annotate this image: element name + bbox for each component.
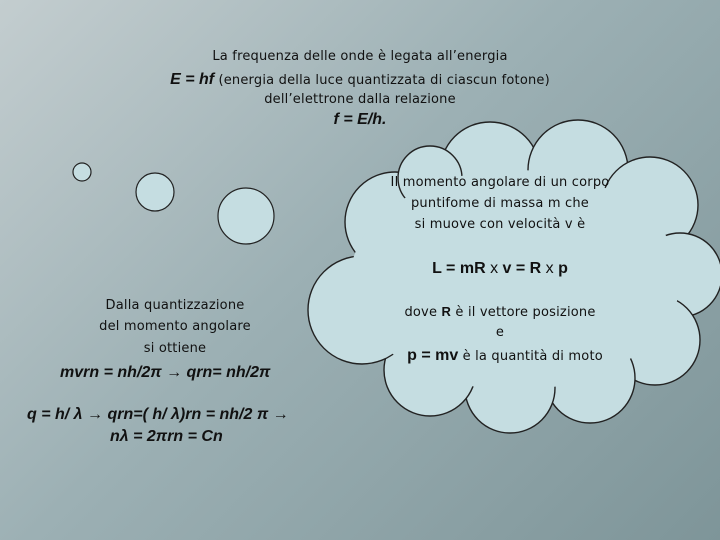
cloud-line-2: puntifome di massa m che <box>410 196 589 211</box>
left-line-3: si ottiene <box>143 341 207 356</box>
bubble-small <box>73 163 91 181</box>
cloud-line-3: si muove con velocità v è <box>414 217 586 232</box>
cloud-line-1: Il momento angolare di un corpo <box>390 175 610 190</box>
intro-line-3: dell’elettrone dalla relazione <box>264 92 456 107</box>
left-line-2: del momento angolare <box>99 319 251 334</box>
bubble-medium <box>136 173 174 211</box>
energy-formula: E = hf <box>170 71 215 88</box>
quantization-formula-3: nλ = 2πrn = Cn <box>110 428 223 445</box>
left-line-1: Dalla quantizzazione <box>105 298 245 313</box>
frequency-formula: f = E/h. <box>333 111 387 128</box>
angular-momentum-formula: L = mR x v = R x p <box>432 260 568 277</box>
momentum-line: p = mv è la quantità di moto <box>407 347 603 364</box>
position-vector-line: dove R è il vettore posizione <box>404 304 596 320</box>
intro-line-1: La frequenza delle onde è legata all’energia <box>212 49 508 64</box>
conjunction-e: e <box>495 325 505 340</box>
energy-description: (energia della luce quantizzata di ciascun fotone) <box>214 73 550 88</box>
quantization-formula-1: mvrn = nh/2π → qrn= nh/2π <box>60 364 271 381</box>
quantization-formula-2: q = h/ λ → qrn=( h/ λ)rn = nh/2 π → <box>27 406 289 423</box>
intro-line-2 <box>110 69 610 89</box>
bubble-large <box>218 188 274 244</box>
